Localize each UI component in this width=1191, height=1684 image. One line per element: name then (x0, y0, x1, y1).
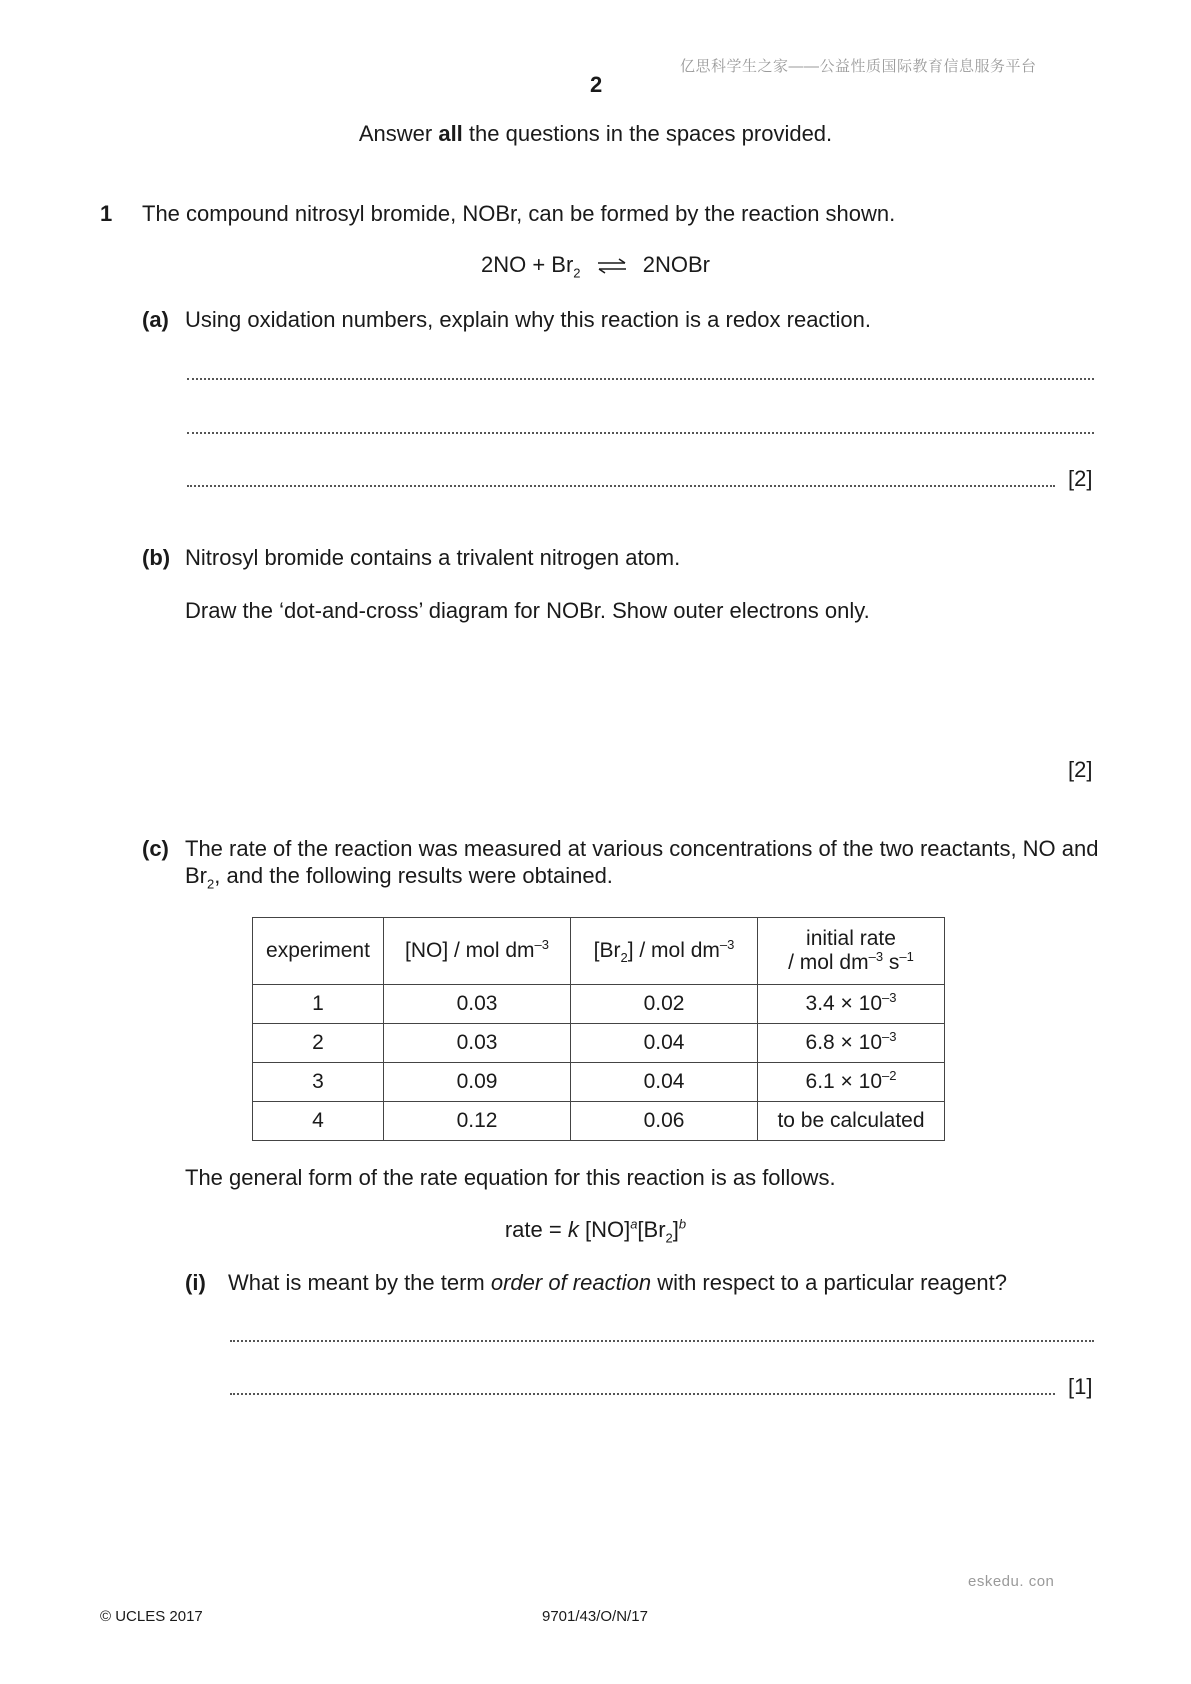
general-form-text: The general form of the rate equation for this reaction is as follows. (185, 1165, 836, 1190)
cell-rate: $3.4 \times 10^{-3}$ (758, 985, 945, 1024)
answer-line-a2[interactable] (187, 432, 1094, 434)
results-table (252, 917, 945, 1141)
part-c-i-question: What is meant by the term order of reaction with respect to a particular reagent? (228, 1270, 1007, 1295)
part-b-label: (b) (142, 545, 171, 570)
watermark-top: 亿思科学生之家——公益性质国际教育信息服务平台 (680, 58, 1037, 75)
table-row (253, 1063, 945, 1102)
part-c-text-line2: $Br_2$, and the following results were obtained. (185, 863, 613, 892)
cell-br2: 0.06 (571, 1102, 758, 1141)
part-c-i-label: (i) (185, 1270, 206, 1295)
cell-experiment: 2 (253, 1024, 384, 1063)
part-c-text-line1: The rate of the reaction was measured at various concentrations of the two reactants, NO and (185, 836, 1099, 861)
answer-line-ci1[interactable] (230, 1340, 1094, 1342)
cell-br2: 0.04 (571, 1024, 758, 1063)
part-b-statement: Nitrosyl bromide contains a trivalent nitrogen atom. (185, 545, 681, 570)
cell-experiment: 1 (253, 985, 384, 1024)
table-row (253, 1102, 945, 1141)
cell-no: 0.12 (384, 1102, 571, 1141)
instructions: Answer all the questions in the spaces provided. (358, 121, 833, 146)
answer-line-a1[interactable] (187, 378, 1094, 380)
cell-rate: $6.8 \times 10^{-3}$ (758, 1024, 945, 1063)
cell-no: 0.03 (384, 985, 571, 1024)
page-number: 2 (590, 72, 603, 97)
cell-br2: 0.02 (571, 985, 758, 1024)
footer-paper-code: 9701/43/O/N/17 (542, 1608, 648, 1625)
footer-copyright: © UCLES 2017 (100, 1608, 203, 1625)
part-c-label: (c) (142, 836, 169, 861)
part-a-label: (a) (142, 307, 169, 332)
header-br2-concentration: $[Br_2]$ / mol $dm^{-3}$ (571, 918, 758, 985)
header-no-concentration: [NO] / mol $dm^{-3}$ (384, 918, 571, 985)
cell-experiment: 3 (253, 1063, 384, 1102)
cell-no: 0.09 (384, 1063, 571, 1102)
part-a-mark: [2] (1068, 466, 1093, 491)
cell-rate: to be calculated (758, 1102, 945, 1141)
question-number: 1 (100, 201, 113, 226)
part-a-question: Using oxidation numbers, explain why this reaction is a redox reaction. (185, 307, 872, 332)
part-b-mark: [2] (1068, 757, 1093, 782)
part-c-i-mark: [1] (1068, 1374, 1093, 1399)
cell-br2: 0.04 (571, 1063, 758, 1102)
cell-rate: $6.1 \times 10^{-2}$ (758, 1063, 945, 1102)
table-header-row (253, 918, 945, 985)
question-intro: The compound nitrosyl bromide, NOBr, can be formed by the reaction shown. (142, 201, 896, 226)
answer-line-ci2[interactable] (230, 1393, 1055, 1395)
drawing-area[interactable] (185, 632, 1095, 752)
table-row (253, 1024, 945, 1063)
part-b-instruction: Draw the ‘dot-and-cross’ diagram for NOBr. Show outer electrons only. (185, 598, 870, 623)
header-initial-rate: initial rate / mol $dm^{-3}$ $s^{-1}$ (758, 918, 945, 985)
equilibrium-arrow-icon (597, 258, 627, 274)
rate-equation: rate = k $[NO]^a[Br_2]^b$ (504, 1216, 687, 1246)
watermark-bottom: eskedu. con (968, 1573, 1055, 1590)
cell-experiment: 4 (253, 1102, 384, 1141)
cell-no: 0.03 (384, 1024, 571, 1063)
table-row (253, 985, 945, 1024)
answer-line-a3[interactable] (187, 485, 1055, 487)
header-experiment: experiment (253, 918, 384, 985)
reaction-equation: $2NO + Br_2$ 2NOBr (480, 252, 711, 281)
